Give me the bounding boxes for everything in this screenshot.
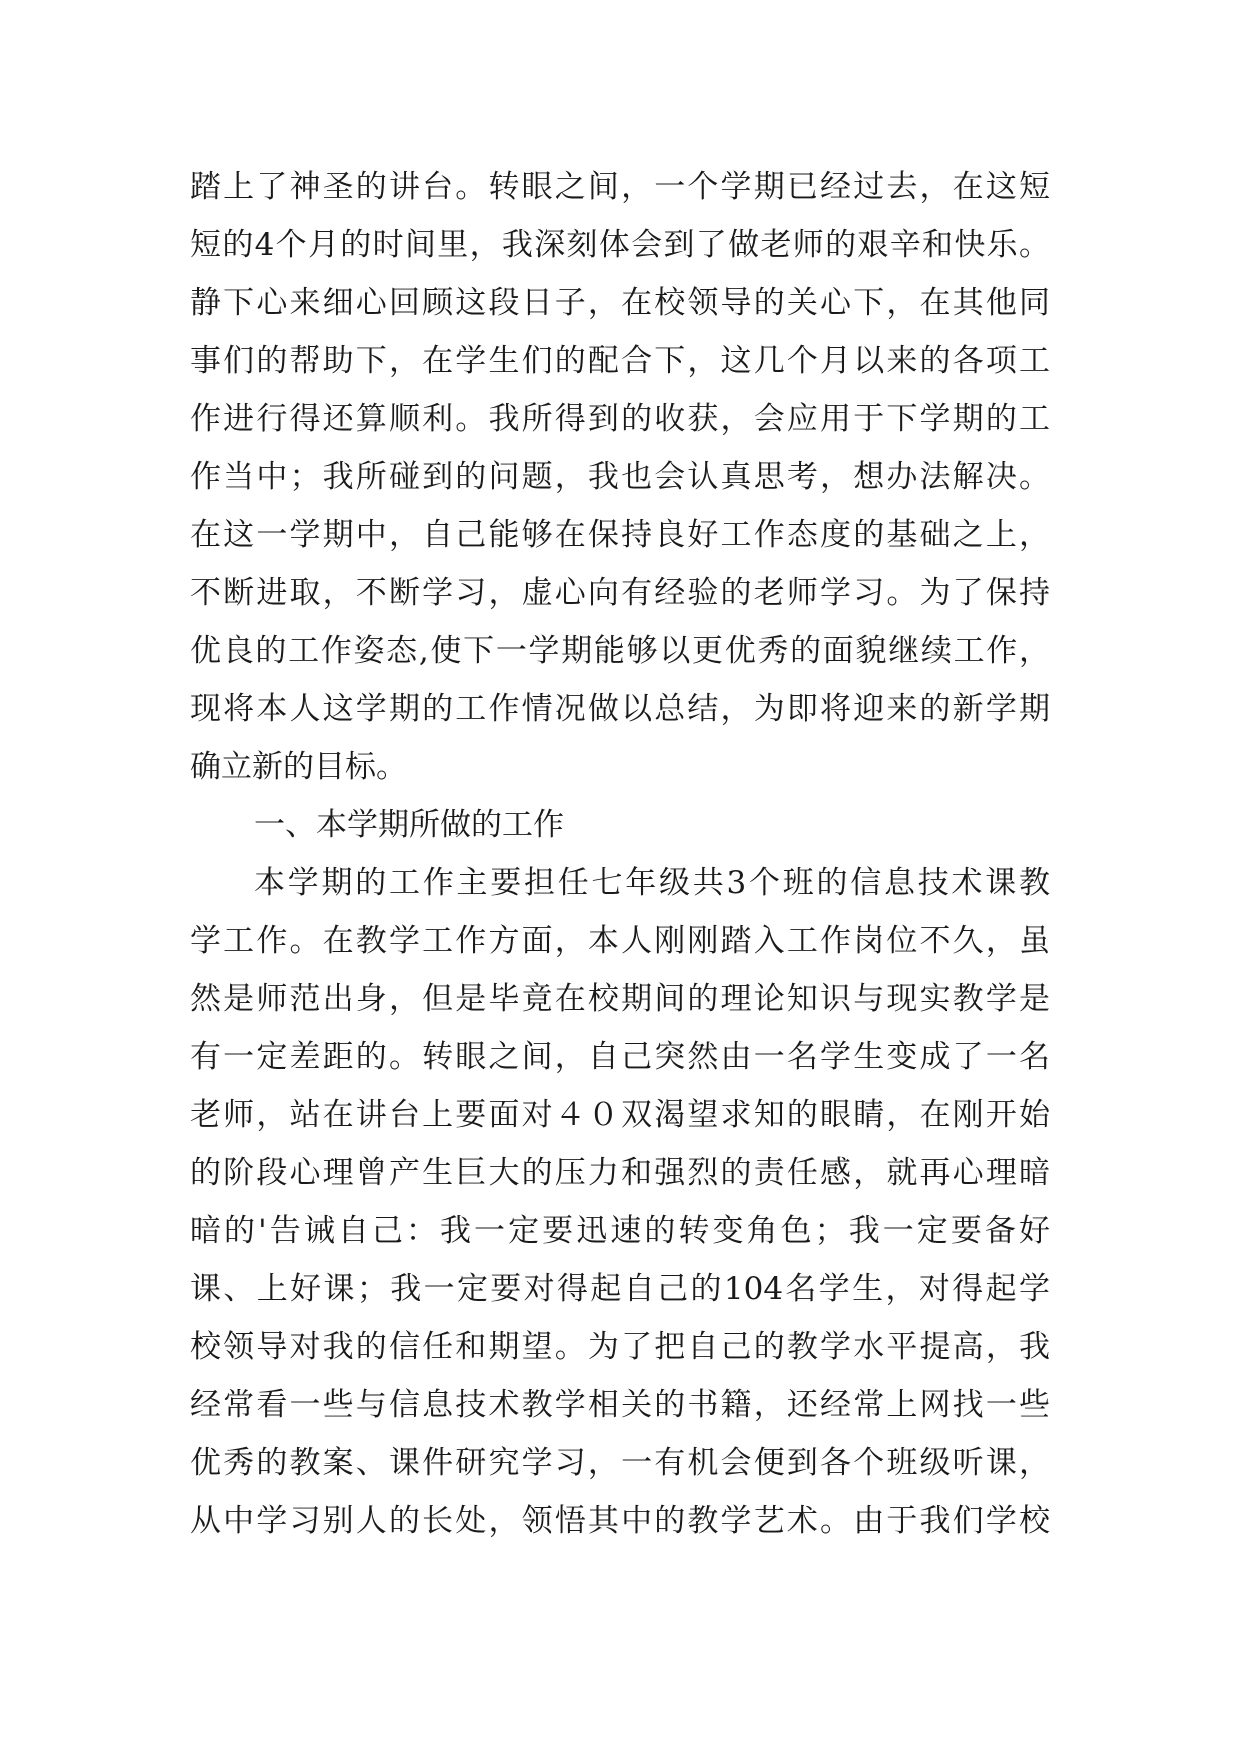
text-line: 经常看一些与信息技术教学相关的书籍，还经常上网找一些 bbox=[190, 1387, 1050, 1423]
text-line: 确立新的目标。 bbox=[190, 749, 407, 785]
text-line: 作进行得还算顺利。我所得到的收获，会应用于下学期的工 bbox=[190, 401, 1050, 437]
text-line: 在这一学期中，自己能够在保持良好工作态度的基础之上， bbox=[190, 517, 1050, 553]
body-text bbox=[190, 158, 1050, 1550]
text-line: 暗的'告诫自己：我一定要迅速的转变角色；我一定要备好 bbox=[190, 1213, 1050, 1249]
text-line: 优良的工作姿态,使下一学期能够以更优秀的面貌继续工作， bbox=[190, 633, 1050, 669]
text-line: 现将本人这学期的工作情况做以总结，为即将迎来的新学期 bbox=[190, 691, 1050, 727]
text-line: 短的4个月的时间里，我深刻体会到了做老师的艰辛和快乐。 bbox=[190, 227, 1050, 263]
text-line: 课、上好课；我一定要对得起自己的104名学生，对得起学 bbox=[190, 1271, 1050, 1307]
text-line: 学工作。在教学工作方面，本人刚刚踏入工作岗位不久，虽 bbox=[190, 923, 1050, 959]
text-line: 校领导对我的信任和期望。为了把自己的教学水平提高，我 bbox=[190, 1329, 1050, 1365]
section-heading: 一、本学期所做的工作 bbox=[254, 807, 564, 843]
text-line: 静下心来细心回顾这段日子，在校领导的关心下，在其他同 bbox=[190, 285, 1050, 321]
text-line: 从中学习别人的长处，领悟其中的教学艺术。由于我们学校 bbox=[190, 1503, 1050, 1539]
text-line: 优秀的教案、课件研究学习，一有机会便到各个班级听课， bbox=[190, 1445, 1050, 1481]
text-line: 事们的帮助下，在学生们的配合下，这几个月以来的各项工 bbox=[190, 343, 1050, 379]
text-line: 不断进取，不断学习，虚心向有经验的老师学习。为了保持 bbox=[190, 575, 1050, 611]
text-line: 然是师范出身，但是毕竟在校期间的理论知识与现实教学是 bbox=[190, 981, 1050, 1017]
text-line: 踏上了神圣的讲台。转眼之间，一个学期已经过去，在这短 bbox=[190, 169, 1050, 205]
text-line: 有一定差距的。转眼之间，自己突然由一名学生变成了一名 bbox=[190, 1039, 1050, 1075]
text-line: 的阶段心理曾产生巨大的压力和强烈的责任感，就再心理暗 bbox=[190, 1155, 1050, 1191]
text-line: 老师，站在讲台上要面对４０双渴望求知的眼睛，在刚开始 bbox=[190, 1097, 1050, 1133]
text-line: 作当中；我所碰到的问题，我也会认真思考，想办法解决。 bbox=[190, 459, 1050, 495]
text-line: 本学期的工作主要担任七年级共3个班的信息技术课教 bbox=[254, 865, 1050, 901]
